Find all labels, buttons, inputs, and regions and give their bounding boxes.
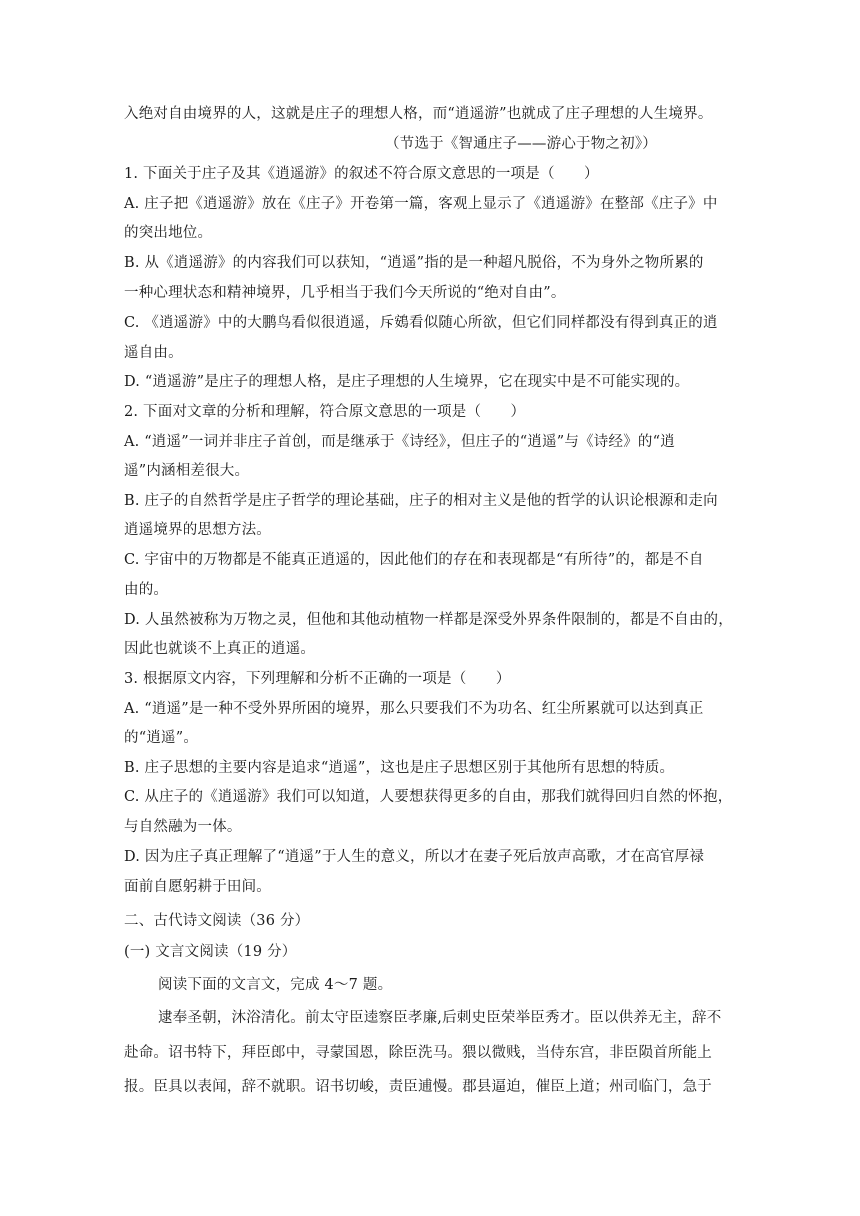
q3-option-a-line1: A. “逍遥”是一种不受外界所困的境界，那么只要我们不为功名、红尘所累就可以达到真正 xyxy=(124,701,704,717)
q2-option-a-line1: A. “逍遥”一词并非庄子首创，而是继承于《诗经》，但庄子的“逍遥”与《诗经》的“逍 xyxy=(124,434,675,450)
q2-option-d-line1: D. 人虽然被称为万物之灵，但他和其他动植物一样都是深受外界条件限制的，都是不自由的， xyxy=(124,612,733,628)
classical-text-line-1: 逮奉圣朝，沐浴清化。前太守臣逵察臣孝廉,后刺史臣荣举臣秀才。臣以供养无主，辞不 xyxy=(158,1010,722,1026)
q3-option-b: B. 庄子思想的主要内容是追求“逍遥”，这也是庄子思想区别于其他所有思想的特质。 xyxy=(124,760,675,776)
q1-option-b-line2: 一种心理状态和精神境界，几乎相当于我们今天所说的“绝对自由”。 xyxy=(124,285,566,301)
q1-option-c-line1: C. 《逍遥游》中的大鹏鸟看似很逍遥，斥鴳看似随心所欲，但它们同样都没有得到真正的逍 xyxy=(124,315,718,331)
q1-option-a-line2: 的突出地位。 xyxy=(124,225,213,241)
q2-option-d-line2: 因此也就谈不上真正的逍遥。 xyxy=(124,641,316,657)
q2-option-c-line1: C. 宇宙中的万物都是不能真正逍遥的，因此他们的存在和表现都是“有所待”的，都是不自 xyxy=(124,552,704,568)
section-2-instruction: 阅读下面的文言文，完成 4～7 题。 xyxy=(158,977,393,993)
q1-option-a-line1: A. 庄子把《逍遥游》放在《庄子》开卷第一篇，客观上显示了《逍遥游》在整部《庄子》中 xyxy=(124,196,718,212)
section-2-subheading: (一) 文言文阅读（19 分） xyxy=(124,944,297,960)
q3-option-c-line2: 与自然融为一体。 xyxy=(124,819,242,835)
classical-text-line-3: 报。臣具以表闻，辞不就职。诏书切峻，责臣逋慢。郡县逼迫，催臣上道；州司临门，急于 xyxy=(124,1079,712,1095)
question-3-stem: 3. 根据原文内容，下列理解和分析不正确的一项是（ ） xyxy=(124,671,511,687)
question-2-stem: 2. 下面对文章的分析和理解，符合原文意思的一项是（ ） xyxy=(124,404,526,420)
q3-option-c-line1: C. 从庄子的《逍遥游》我们可以知道，人要想获得更多的自由，那我们就得回归自然的怀抱， xyxy=(124,789,733,805)
q3-option-d-line2: 面前自愿躬耕于田间。 xyxy=(124,879,271,895)
q3-option-a-line2: 的“逍遥”。 xyxy=(124,730,199,746)
section-2-heading: 二、古代诗文阅读（36 分） xyxy=(124,913,310,929)
q2-option-b-line2: 逍遥境界的思想方法。 xyxy=(124,522,271,538)
q1-option-b-line1: B. 从《逍遥游》的内容我们可以获知，“逍遥”指的是一种超凡脱俗，不为身外之物所累的 xyxy=(124,255,704,271)
q2-option-b-line1: B. 庄子的自然哲学是庄子哲学的理论基础，庄子的相对主义是他的哲学的认识论根源和走向 xyxy=(124,493,718,509)
classical-text-line-2: 赴命。诏书特下，拜臣郎中，寻蒙国恩，除臣洗马。猥以微贱，当侍东宫，非臣陨首所能上 xyxy=(124,1045,712,1061)
passage-closing-line: 入绝对自由境界的人，这就是庄子的理想人格，而“逍遥游”也就成了庄子理想的人生境界。 xyxy=(124,106,713,122)
q1-option-d: D. “逍遥游”是庄子的理想人格，是庄子理想的人生境界，它在现实中是不可能实现的。 xyxy=(124,374,690,390)
passage-source: （节选于《智通庄子——游心于物之初》） xyxy=(384,136,657,152)
q3-option-d-line1: D. 因为庄子真正理解了“逍遥”于人生的意义，所以才在妻子死后放声高歌，才在高官厚禄 xyxy=(124,849,705,865)
q2-option-a-line2: 遥”内涵相差很大。 xyxy=(124,463,250,479)
q2-option-c-line2: 由的。 xyxy=(124,582,169,598)
q1-option-c-line2: 遥自由。 xyxy=(124,345,183,361)
question-1-stem: 1. 下面关于庄子及其《逍遥游》的叙述不符合原文意思的一项是（ ） xyxy=(124,166,599,182)
